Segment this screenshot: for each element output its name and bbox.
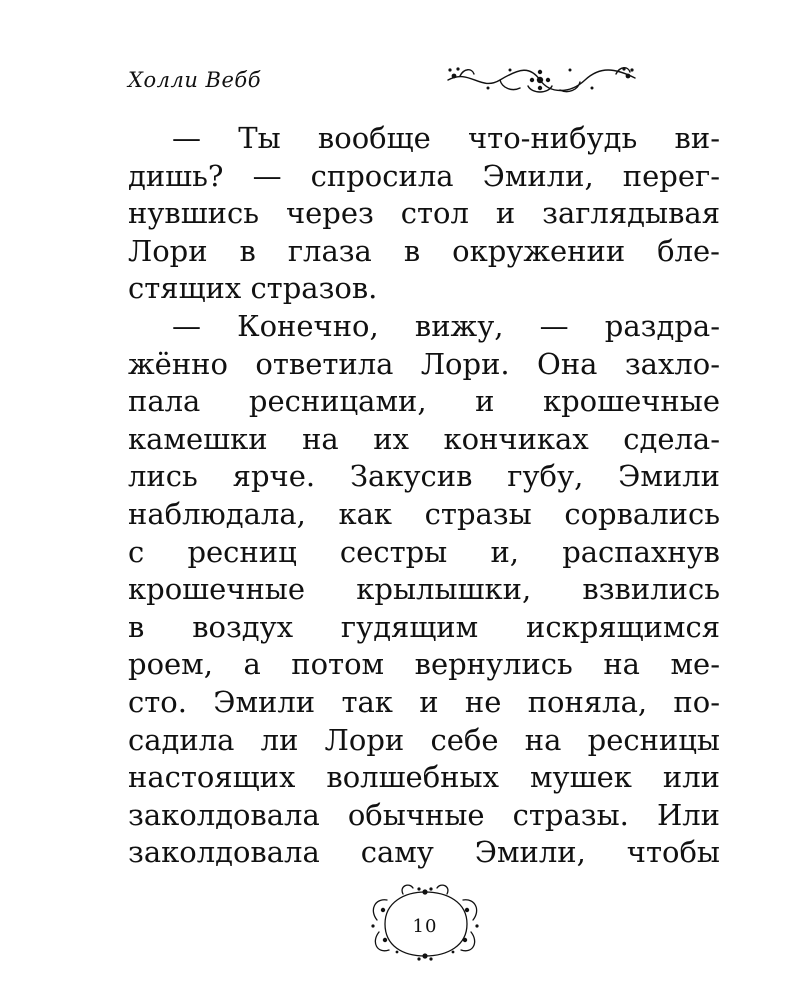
floral-vine-ornament-icon	[440, 58, 640, 106]
text-line: крошечные крылышки, взвились	[128, 572, 720, 607]
text-line: дишь? — спросила Эмили, перег-	[128, 158, 720, 193]
text-line: нувшись через стол и заглядывая	[128, 196, 720, 231]
author-name: Холли Вебб	[128, 68, 262, 92]
text-line: наблюдала, как стразы сорвались	[128, 496, 720, 531]
text-line: в воздух гудящим искрящимся	[128, 609, 720, 644]
text-line: стящих стразов.	[128, 271, 378, 306]
text-line: садила ли Лори себе на ресницы	[128, 722, 720, 757]
text-line: — Конечно, вижу, — раздра-	[172, 308, 720, 343]
text-line: камешки на их кончиках сдела-	[128, 421, 720, 456]
text-line: — Ты вообще что-нибудь ви-	[172, 121, 720, 155]
text-line: настоящих волшебных мушек или	[128, 760, 720, 795]
text-line: заколдовала саму Эмили, чтобы	[128, 835, 720, 870]
page-number: 10	[412, 916, 438, 937]
text-line: пала ресницами, и крошечные	[128, 384, 720, 419]
text-line: сто. Эмили так и не поняла, по-	[128, 684, 720, 719]
text-line: роем, а потом вернулись на ме-	[128, 647, 720, 682]
text-line: с ресниц сестры и, распахнув	[128, 534, 720, 569]
text-line: Лори в глаза в окружении бле-	[128, 233, 720, 268]
body-text	[128, 120, 720, 872]
text-line: жённо ответила Лори. Она захло-	[128, 346, 720, 381]
text-line: лись ярче. Закусив губу, Эмили	[128, 459, 720, 494]
running-header	[128, 58, 718, 106]
page-footer	[355, 880, 495, 970]
text-line: заколдовала обычные стразы. Или	[128, 797, 720, 832]
